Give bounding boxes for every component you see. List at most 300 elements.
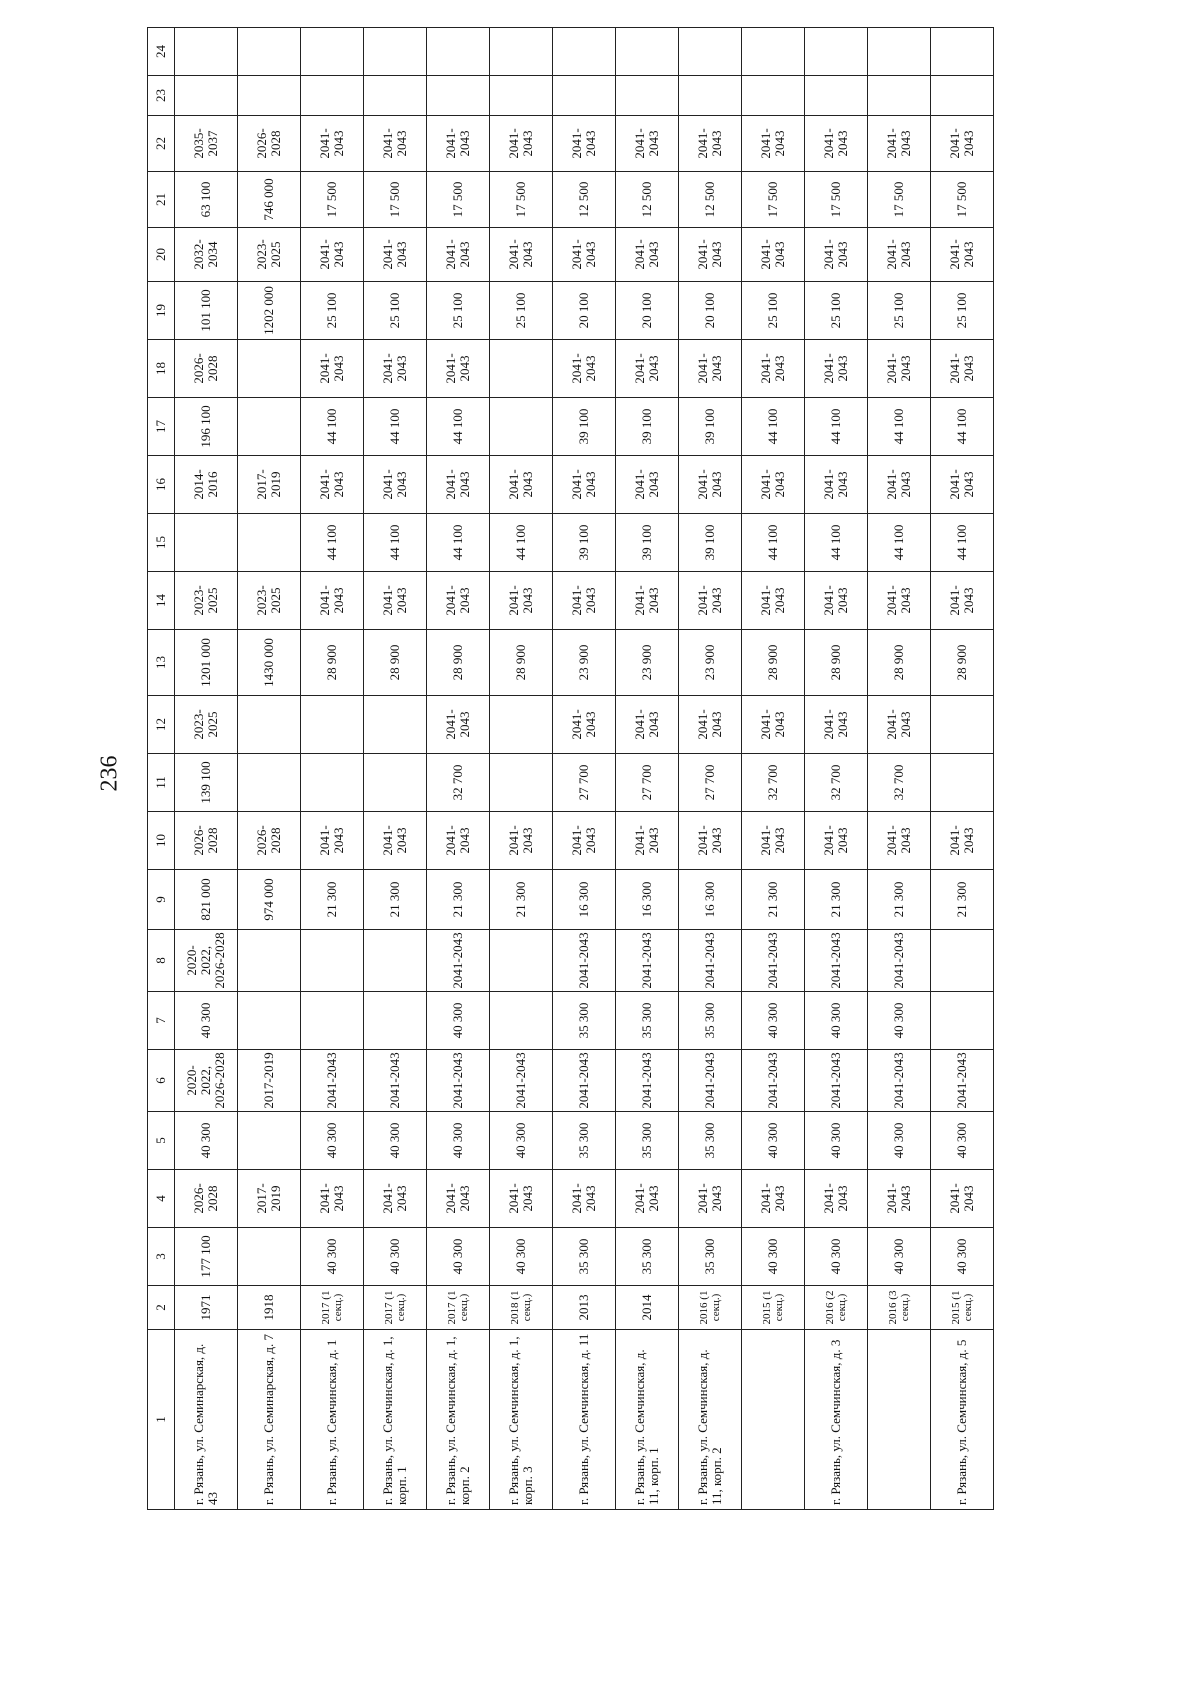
table-row	[427, 28, 490, 1510]
table-cell	[805, 76, 868, 116]
table-cell	[490, 696, 553, 754]
rotated-table-container	[147, 45, 1047, 1510]
table-cell: 2041-2043	[868, 228, 931, 282]
table-cell: 2041-2043	[553, 116, 616, 172]
table-cell: 2041-2043	[868, 1170, 931, 1228]
table-cell: 25 100	[490, 282, 553, 340]
table-cell: 2041-2043	[616, 456, 679, 514]
table-cell: 25 100	[364, 282, 427, 340]
table-cell: 2041-2043	[427, 696, 490, 754]
table-cell: 44 100	[742, 514, 805, 572]
table-cell: 2041-2043	[805, 696, 868, 754]
address-cell: г. Рязань, ул. Семчинская, д. 5	[931, 1330, 994, 1510]
table-cell: 2041-2043	[364, 116, 427, 172]
table-cell: 2041-2043	[427, 228, 490, 282]
table-cell: 2041-2043	[679, 1050, 742, 1112]
table-cell: 35 300	[553, 992, 616, 1050]
table-cell: 32 700	[427, 754, 490, 812]
table-cell: 2041-2043	[301, 1170, 364, 1228]
table-cell: 21 300	[931, 870, 994, 930]
table-cell: 44 100	[805, 514, 868, 572]
table-cell: 40 300	[427, 1112, 490, 1170]
table-cell: 25 100	[868, 282, 931, 340]
table-cell: 2041-2043	[553, 572, 616, 630]
column-header: 17	[148, 398, 175, 456]
table-cell: 35 300	[616, 992, 679, 1050]
address-cell	[868, 1330, 931, 1510]
address-cell: г. Рязань, ул. Семчинская, д. 11, корп. 1	[616, 1330, 679, 1510]
table-cell: 2026-2028	[175, 812, 238, 870]
table-cell: 2026-2028	[175, 1170, 238, 1228]
table-cell	[490, 398, 553, 456]
table-cell: 40 300	[364, 1112, 427, 1170]
table-cell: 17 500	[427, 172, 490, 228]
table-cell: 2041-2043	[931, 456, 994, 514]
table-cell: 40 300	[931, 1112, 994, 1170]
table-cell: 1430 000	[238, 630, 301, 696]
table-cell: 44 100	[931, 514, 994, 572]
table-row	[490, 28, 553, 1510]
table-cell: 2041-2043	[301, 572, 364, 630]
table-cell: 2041-2043	[364, 340, 427, 398]
table-cell: 2041-2043	[553, 930, 616, 992]
table-cell: 40 300	[805, 992, 868, 1050]
table-cell	[238, 28, 301, 76]
table-cell: 32 700	[805, 754, 868, 812]
table-cell: 63 100	[175, 172, 238, 228]
table-cell: 2041-2043	[805, 228, 868, 282]
table-cell: 2014	[616, 1286, 679, 1330]
address-cell: г. Рязань, ул. Семинарская, д. 43	[175, 1330, 238, 1510]
table-cell: 2041-2043	[931, 812, 994, 870]
table-cell: 2041-2043	[931, 1170, 994, 1228]
table-cell	[238, 1228, 301, 1286]
table-cell: 2041-2043	[364, 228, 427, 282]
table-cell: 2016 (2 секц.)	[805, 1286, 868, 1330]
table-cell	[175, 28, 238, 76]
table-cell	[490, 76, 553, 116]
table-cell: 2016 (3 секц.)	[868, 1286, 931, 1330]
table-cell: 2018 (1 секц.)	[490, 1286, 553, 1330]
table-cell: 2041-2043	[805, 340, 868, 398]
table-cell: 196 100	[175, 398, 238, 456]
table-cell: 2041-2043	[868, 116, 931, 172]
table-cell	[364, 754, 427, 812]
table-cell: 35 300	[616, 1228, 679, 1286]
table-cell: 2041-2043	[427, 812, 490, 870]
table-cell: 40 300	[868, 1228, 931, 1286]
table-cell: 2041-2043	[427, 1170, 490, 1228]
table-cell: 21 300	[868, 870, 931, 930]
table-cell: 44 100	[931, 398, 994, 456]
table-cell: 40 300	[175, 992, 238, 1050]
table-cell: 2041-2043	[427, 930, 490, 992]
table-cell: 40 300	[742, 1228, 805, 1286]
table-cell: 2041-2043	[679, 696, 742, 754]
table-cell	[301, 930, 364, 992]
table-cell	[238, 930, 301, 992]
table-cell: 2041-2043	[490, 228, 553, 282]
address-cell: г. Рязань, ул. Семчинская, д. 1, корп. 2	[427, 1330, 490, 1510]
address-cell: г. Рязань, ул. Семчинская, д. 1	[301, 1330, 364, 1510]
table-cell: 2041-2043	[679, 1170, 742, 1228]
table-cell: 2017-2019	[238, 1050, 301, 1112]
table-cell: 35 300	[553, 1228, 616, 1286]
table-cell: 2041-2043	[931, 572, 994, 630]
page-number: 236	[96, 755, 123, 792]
table-cell: 28 900	[742, 630, 805, 696]
table-cell	[301, 28, 364, 76]
table-cell: 17 500	[301, 172, 364, 228]
table-row	[301, 28, 364, 1510]
table-cell	[175, 76, 238, 116]
table-cell: 20 100	[679, 282, 742, 340]
table-cell: 17 500	[490, 172, 553, 228]
table-cell: 32 700	[742, 754, 805, 812]
table-cell	[931, 28, 994, 76]
address-cell	[742, 1330, 805, 1510]
table-cell: 40 300	[175, 1112, 238, 1170]
column-header: 20	[148, 228, 175, 282]
table-cell: 2041-2043	[301, 116, 364, 172]
table-cell: 44 100	[868, 398, 931, 456]
table-cell: 25 100	[301, 282, 364, 340]
table-cell: 40 300	[742, 992, 805, 1050]
table-cell: 2015 (1 секц.)	[742, 1286, 805, 1330]
column-header: 19	[148, 282, 175, 340]
table-cell: 12 500	[679, 172, 742, 228]
table-cell: 44 100	[301, 398, 364, 456]
table-cell: 2041-2043	[868, 812, 931, 870]
table-cell	[490, 28, 553, 76]
table-cell: 40 300	[868, 1112, 931, 1170]
table-cell: 44 100	[427, 398, 490, 456]
table-cell	[238, 340, 301, 398]
table-cell: 2041-2043	[616, 696, 679, 754]
table-cell: 139 100	[175, 754, 238, 812]
table-cell	[175, 514, 238, 572]
column-header: 8	[148, 930, 175, 992]
table-cell	[238, 696, 301, 754]
table-cell: 2041-2043	[679, 116, 742, 172]
table-cell: 40 300	[742, 1112, 805, 1170]
table-cell	[931, 754, 994, 812]
table-row	[238, 28, 301, 1510]
table-cell: 40 300	[490, 1112, 553, 1170]
table-cell: 2041-2043	[490, 116, 553, 172]
table-cell: 16 300	[616, 870, 679, 930]
table-cell: 2041-2043	[868, 456, 931, 514]
table-cell: 2023-2025	[175, 696, 238, 754]
table-cell: 25 100	[427, 282, 490, 340]
table-cell: 2041-2043	[364, 1050, 427, 1112]
table-cell	[805, 28, 868, 76]
table-cell: 2041-2043	[805, 456, 868, 514]
column-header: 14	[148, 572, 175, 630]
table-cell: 2041-2043	[868, 572, 931, 630]
table-cell: 2041-2043	[742, 696, 805, 754]
table-cell: 2041-2043	[364, 572, 427, 630]
table-cell	[679, 76, 742, 116]
table-cell	[616, 76, 679, 116]
table-cell: 44 100	[301, 514, 364, 572]
table-cell: 2023-2025	[175, 572, 238, 630]
column-header: 10	[148, 812, 175, 870]
table-cell	[238, 514, 301, 572]
table-cell	[931, 930, 994, 992]
table-cell: 40 300	[868, 992, 931, 1050]
table-cell: 2020-2022, 2026-2028	[175, 930, 238, 992]
table-cell: 25 100	[805, 282, 868, 340]
table-cell: 2041-2043	[616, 812, 679, 870]
table-cell: 20 100	[616, 282, 679, 340]
table-cell: 2032-2034	[175, 228, 238, 282]
table-cell: 25 100	[931, 282, 994, 340]
table-cell: 2041-2043	[805, 1170, 868, 1228]
table-cell: 1202 000	[238, 282, 301, 340]
table-cell: 44 100	[490, 514, 553, 572]
table-cell: 44 100	[805, 398, 868, 456]
column-header: 23	[148, 76, 175, 116]
table-cell: 2041-2043	[805, 572, 868, 630]
table-cell: 44 100	[364, 398, 427, 456]
table-cell: 2041-2043	[805, 1050, 868, 1112]
table-cell: 39 100	[553, 514, 616, 572]
column-header: 9	[148, 870, 175, 930]
table-cell: 16 300	[553, 870, 616, 930]
table-cell: 17 500	[805, 172, 868, 228]
column-header: 2	[148, 1286, 175, 1330]
column-header: 21	[148, 172, 175, 228]
table-cell: 2017 (1 секц.)	[301, 1286, 364, 1330]
table-cell: 28 900	[427, 630, 490, 696]
column-header: 7	[148, 992, 175, 1050]
table-cell	[238, 398, 301, 456]
column-header: 5	[148, 1112, 175, 1170]
data-table	[147, 27, 994, 1510]
column-header: 12	[148, 696, 175, 754]
table-cell: 2041-2043	[427, 1050, 490, 1112]
table-cell: 40 300	[301, 1228, 364, 1286]
table-cell	[364, 76, 427, 116]
column-header: 22	[148, 116, 175, 172]
table-cell: 44 100	[868, 514, 931, 572]
table-cell: 2026-2028	[238, 812, 301, 870]
table-cell: 2035-2037	[175, 116, 238, 172]
table-cell: 2041-2043	[742, 228, 805, 282]
table-row	[742, 28, 805, 1510]
table-cell	[238, 992, 301, 1050]
address-cell: г. Рязань, ул. Семчинская, д. 11	[553, 1330, 616, 1510]
table-cell: 2041-2043	[868, 340, 931, 398]
table-cell: 2017 (1 секц.)	[427, 1286, 490, 1330]
table-cell: 28 900	[364, 630, 427, 696]
table-cell: 21 300	[427, 870, 490, 930]
table-cell: 2041-2043	[301, 812, 364, 870]
table-cell: 974 000	[238, 870, 301, 930]
table-cell: 1971	[175, 1286, 238, 1330]
table-cell: 35 300	[553, 1112, 616, 1170]
table-cell: 2041-2043	[868, 930, 931, 992]
table-cell: 40 300	[805, 1228, 868, 1286]
table-cell: 2041-2043	[301, 340, 364, 398]
table-cell	[553, 28, 616, 76]
address-cell: г. Рязань, ул. Семчинская, д. 3	[805, 1330, 868, 1510]
table-cell: 28 900	[931, 630, 994, 696]
table-cell: 2041-2043	[427, 340, 490, 398]
table-cell: 2041-2043	[616, 930, 679, 992]
table-cell	[364, 696, 427, 754]
table-cell: 2041-2043	[553, 812, 616, 870]
address-cell: г. Рязань, ул. Семчинская, д. 1, корп. 3	[490, 1330, 553, 1510]
table-cell: 21 300	[301, 870, 364, 930]
table-cell: 2026-2028	[238, 116, 301, 172]
table-body	[175, 28, 994, 1510]
table-cell: 2041-2043	[742, 1170, 805, 1228]
column-header: 13	[148, 630, 175, 696]
table-cell: 40 300	[301, 1112, 364, 1170]
table-row	[805, 28, 868, 1510]
address-cell: г. Рязань, ул. Семинарская, д. 7	[238, 1330, 301, 1510]
table-cell: 2020-2022, 2026-2028	[175, 1050, 238, 1112]
table-cell: 44 100	[427, 514, 490, 572]
header-row	[148, 28, 175, 1510]
table-cell: 35 300	[679, 1112, 742, 1170]
table-cell: 23 900	[553, 630, 616, 696]
table-cell: 2041-2043	[616, 1050, 679, 1112]
table-cell	[238, 76, 301, 116]
column-header: 3	[148, 1228, 175, 1286]
table-cell: 35 300	[679, 992, 742, 1050]
table-cell	[238, 1112, 301, 1170]
table-cell: 40 300	[364, 1228, 427, 1286]
table-cell: 39 100	[553, 398, 616, 456]
table-cell: 2041-2043	[742, 340, 805, 398]
table-cell: 2041-2043	[301, 1050, 364, 1112]
table-cell: 2041-2043	[868, 1050, 931, 1112]
table-cell: 2017 (1 секц.)	[364, 1286, 427, 1330]
table-cell	[679, 28, 742, 76]
table-cell	[490, 992, 553, 1050]
table-cell: 44 100	[364, 514, 427, 572]
table-cell: 2041-2043	[616, 572, 679, 630]
table-cell: 2041-2043	[490, 572, 553, 630]
table-cell: 28 900	[301, 630, 364, 696]
table-cell: 2041-2043	[742, 930, 805, 992]
table-cell: 2041-2043	[553, 1050, 616, 1112]
table-cell	[301, 754, 364, 812]
table-cell: 40 300	[490, 1228, 553, 1286]
table-cell: 2041-2043	[364, 456, 427, 514]
table-cell: 2041-2043	[553, 1170, 616, 1228]
table-cell: 39 100	[679, 398, 742, 456]
table-row	[364, 28, 427, 1510]
column-header: 18	[148, 340, 175, 398]
table-cell: 2041-2043	[553, 696, 616, 754]
table-cell: 2041-2043	[427, 116, 490, 172]
table-cell	[301, 76, 364, 116]
table-cell: 2015 (1 секц.)	[931, 1286, 994, 1330]
table-cell: 2041-2043	[490, 1170, 553, 1228]
table-cell: 2041-2043	[742, 456, 805, 514]
table-cell: 2041-2043	[490, 456, 553, 514]
table-cell: 17 500	[742, 172, 805, 228]
table-cell	[742, 28, 805, 76]
table-cell: 44 100	[742, 398, 805, 456]
table-cell	[364, 930, 427, 992]
table-cell: 39 100	[679, 514, 742, 572]
table-cell: 17 500	[868, 172, 931, 228]
table-row	[931, 28, 994, 1510]
address-cell: г. Рязань, ул. Семчинская, д. 11, корп. 2	[679, 1330, 742, 1510]
table-cell	[931, 696, 994, 754]
table-cell: 2041-2043	[931, 1050, 994, 1112]
table-cell: 2026-2028	[175, 340, 238, 398]
table-cell: 2041-2043	[301, 228, 364, 282]
address-cell: г. Рязань, ул. Семчинская, д. 1, корп. 1	[364, 1330, 427, 1510]
table-cell: 2041-2043	[553, 456, 616, 514]
table-cell: 17 500	[364, 172, 427, 228]
table-cell: 28 900	[490, 630, 553, 696]
table-cell: 2041-2043	[679, 930, 742, 992]
column-header: 24	[148, 28, 175, 76]
table-cell: 1201 000	[175, 630, 238, 696]
table-cell	[553, 76, 616, 116]
table-cell: 2041-2043	[931, 228, 994, 282]
table-cell: 1918	[238, 1286, 301, 1330]
table-cell	[301, 696, 364, 754]
table-cell: 27 700	[679, 754, 742, 812]
column-header: 6	[148, 1050, 175, 1112]
table-cell: 2041-2043	[616, 228, 679, 282]
column-header: 16	[148, 456, 175, 514]
table-cell: 27 700	[616, 754, 679, 812]
table-cell: 35 300	[679, 1228, 742, 1286]
table-cell	[427, 76, 490, 116]
table-cell: 746 000	[238, 172, 301, 228]
table-cell: 40 300	[931, 1228, 994, 1286]
table-cell	[490, 930, 553, 992]
table-cell: 28 900	[805, 630, 868, 696]
table-cell: 2017-2019	[238, 456, 301, 514]
table-cell: 27 700	[553, 754, 616, 812]
table-cell: 21 300	[364, 870, 427, 930]
column-header: 1	[148, 1330, 175, 1510]
column-header: 11	[148, 754, 175, 812]
table-cell: 2013	[553, 1286, 616, 1330]
table-cell: 2041-2043	[616, 116, 679, 172]
table-cell: 2041-2043	[742, 812, 805, 870]
table-cell: 40 300	[805, 1112, 868, 1170]
table-cell: 17 500	[931, 172, 994, 228]
table-row	[679, 28, 742, 1510]
table-cell: 12 500	[616, 172, 679, 228]
table-cell: 2041-2043	[742, 572, 805, 630]
table-cell: 101 100	[175, 282, 238, 340]
table-cell: 2017-2019	[238, 1170, 301, 1228]
table-cell	[868, 76, 931, 116]
table-cell: 2041-2043	[553, 340, 616, 398]
table-cell: 20 100	[553, 282, 616, 340]
table-cell: 2041-2043	[616, 340, 679, 398]
table-cell	[364, 28, 427, 76]
table-cell: 2041-2043	[679, 572, 742, 630]
table-cell: 2041-2043	[364, 812, 427, 870]
table-cell: 2041-2043	[490, 812, 553, 870]
table-cell: 23 900	[679, 630, 742, 696]
table-cell: 2041-2043	[868, 696, 931, 754]
column-header: 4	[148, 1170, 175, 1228]
